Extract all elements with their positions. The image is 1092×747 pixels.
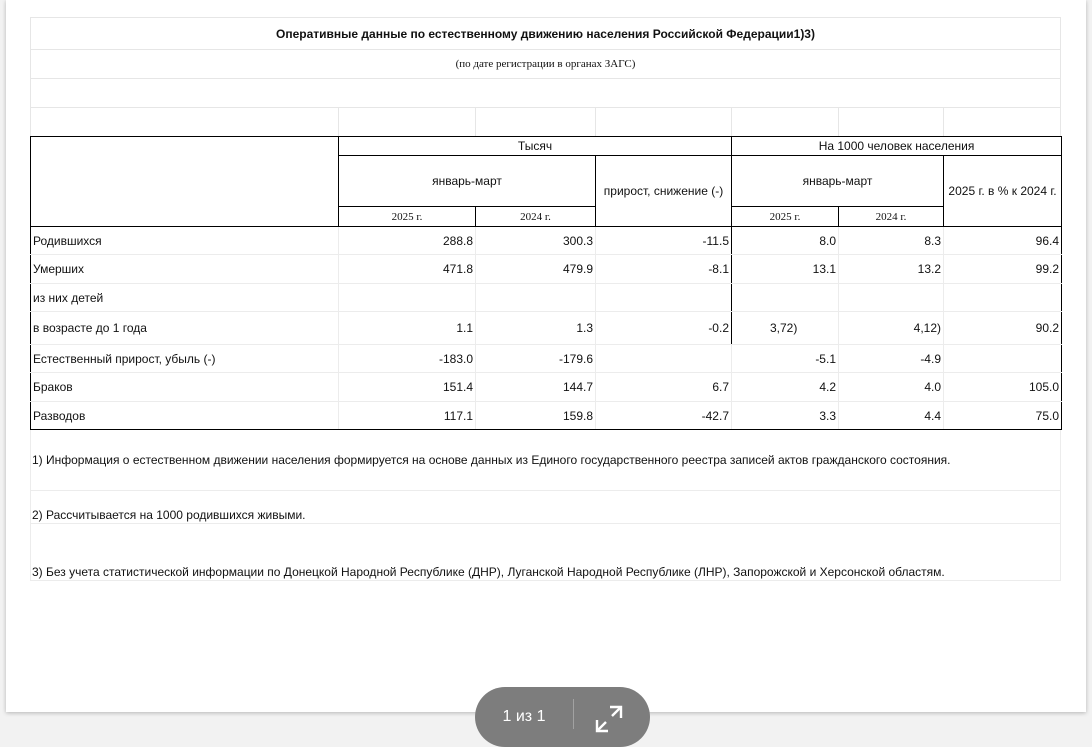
header-change: прирост, снижение (-)	[596, 156, 732, 227]
header-group-thousand: Тысяч	[339, 137, 732, 156]
cell-thousand-2025	[339, 284, 476, 312]
row-label: Умерших	[31, 255, 339, 284]
table-title: Оперативные данные по естественному движению населения Российской Федерации1)3)	[30, 17, 1061, 49]
data-table	[30, 136, 1062, 430]
cell-thousand-2025: 288.8	[339, 227, 476, 255]
header-percent: 2025 г. в % к 2024 г.	[944, 156, 1062, 227]
cell-change: -11.5	[596, 227, 732, 255]
row-label: в возрасте до 1 года	[31, 312, 339, 345]
document-page	[6, 0, 1086, 712]
cell-thousand-2024: 144.7	[476, 373, 596, 402]
cell-per1000-2024: 13.2	[839, 255, 944, 284]
header-empty-cell	[31, 137, 339, 227]
row-label: из них детей	[31, 284, 339, 312]
cell-per1000-2024: 8.3	[839, 227, 944, 255]
cell-percent: 96.4	[944, 227, 1062, 255]
cell-thousand-2024: 479.9	[476, 255, 596, 284]
table-row	[31, 312, 1062, 345]
cell-per1000-2024: -4.9	[839, 345, 944, 373]
cell-per1000-2025: 3.3	[732, 402, 839, 430]
cell-per1000-2025	[732, 284, 839, 312]
cell-per1000-2024: 4.0	[839, 373, 944, 402]
page-indicator	[475, 687, 650, 747]
table-row	[31, 284, 1062, 312]
header-period-per-1000: январь-март	[732, 156, 944, 207]
table-subtitle: (по дате регистрации в органах ЗАГС)	[30, 49, 1061, 78]
header-year-2025: 2025 г.	[339, 207, 476, 227]
header-year-2025: 2025 г.	[732, 207, 839, 227]
cell-per1000-2025: -5.1	[732, 345, 839, 373]
table-row	[31, 227, 1062, 255]
cell-percent: 105.0	[944, 373, 1062, 402]
cell-thousand-2024: 159.8	[476, 402, 596, 430]
cell-change	[596, 345, 732, 373]
blank-row	[30, 78, 1061, 107]
row-label: Браков	[31, 373, 339, 402]
cell-change	[596, 284, 732, 312]
cell-thousand-2025: 471.8	[339, 255, 476, 284]
cell-per1000-2024	[839, 284, 944, 312]
header-year-2024: 2024 г.	[839, 207, 944, 227]
cell-percent: 99.2	[944, 255, 1062, 284]
footnote: 3) Без учета статистической информации по Донецкой Народной Республике (ДНР), Луганской Народной Республике (ЛНР), Запорожской и Херсонской областям.	[30, 524, 1061, 581]
cell-thousand-2024: 1.3	[476, 312, 596, 345]
footnote: 1) Информация о естественном движении населения формируется на основе данных из Единого государственного реестра записей актов гражданского состояния.	[30, 430, 1061, 491]
header-group-per-1000: На 1000 человек населения	[732, 137, 1062, 156]
page-counter: 1 из 1	[502, 708, 546, 725]
cell-change: 6.7	[596, 373, 732, 402]
cell-thousand-2025: 117.1	[339, 402, 476, 430]
row-label: Естественный прирост, убыль (-)	[31, 345, 339, 373]
spreadsheet	[30, 17, 1061, 581]
table-row	[31, 255, 1062, 284]
cell-percent	[944, 345, 1062, 373]
header-period-thousand: январь-март	[339, 156, 596, 207]
table-row	[31, 345, 1062, 373]
cell-thousand-2024: -179.6	[476, 345, 596, 373]
fullscreen-button[interactable]	[574, 687, 644, 731]
cell-percent	[944, 284, 1062, 312]
cell-per1000-2025: 3,72)	[732, 312, 839, 345]
cell-per1000-2024: 4,12)	[839, 312, 944, 345]
row-label: Разводов	[31, 402, 339, 430]
table-row	[31, 402, 1062, 430]
table-row	[31, 373, 1062, 402]
cell-percent: 90.2	[944, 312, 1062, 345]
cell-per1000-2025: 8.0	[732, 227, 839, 255]
cell-change: -8.1	[596, 255, 732, 284]
row-label: Родившихся	[31, 227, 339, 255]
cell-change: -0.2	[596, 312, 732, 345]
header-year-2024: 2024 г.	[476, 207, 596, 227]
blank-row	[30, 107, 1061, 136]
cell-change: -42.7	[596, 402, 732, 430]
cell-per1000-2025: 4.2	[732, 373, 839, 402]
cell-per1000-2024: 4.4	[839, 402, 944, 430]
cell-thousand-2024: 300.3	[476, 227, 596, 255]
cell-thousand-2024	[476, 284, 596, 312]
cell-thousand-2025: 1.1	[339, 312, 476, 345]
cell-percent: 75.0	[944, 402, 1062, 430]
cell-thousand-2025: -183.0	[339, 345, 476, 373]
cell-per1000-2025: 13.1	[732, 255, 839, 284]
cell-thousand-2025: 151.4	[339, 373, 476, 402]
footnote: 2) Рассчитывается на 1000 родившихся живыми.	[30, 491, 1061, 524]
